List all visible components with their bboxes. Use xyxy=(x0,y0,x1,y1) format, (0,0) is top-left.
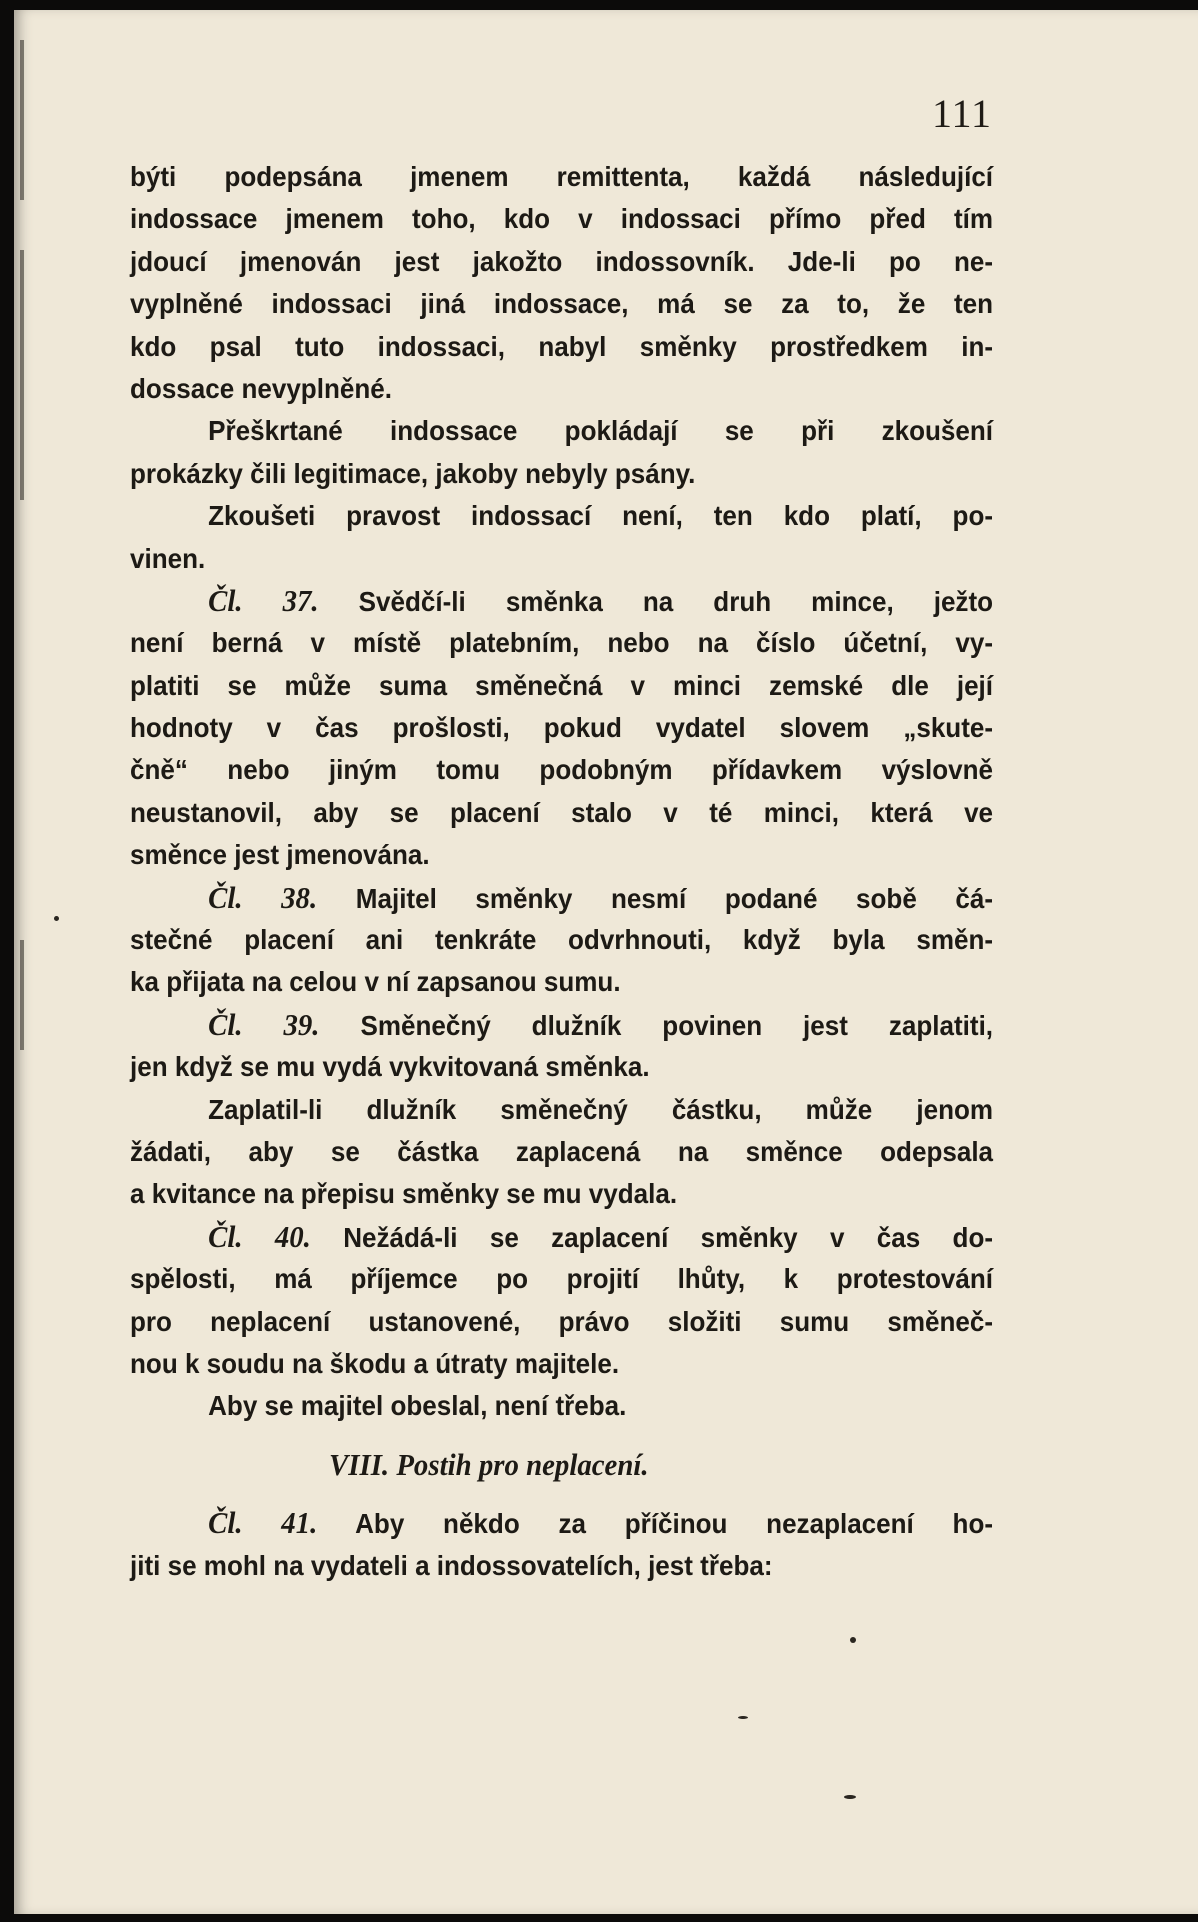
text-line: pro neplacení ustanovené, právo složiti sumu směneč- xyxy=(130,1305,994,1337)
text-line: prokázky čili legitimace, jakoby nebyly psány. xyxy=(130,457,696,489)
text-line: čně“ nebo jiným tomu podobným přídavkem výslovně xyxy=(130,754,994,786)
text-line: stečné placení ani tenkráte odvrhnouti, když byla směn- xyxy=(130,924,994,956)
article-40-first-text: Nežádá-li se zaplacení směnky v čas do- xyxy=(343,1221,994,1253)
section-heading: VIII. Postih pro neplacení. xyxy=(329,1446,649,1482)
text-line: indossace jmenem toho, kdo v indossaci přímo před tím xyxy=(130,203,994,235)
ink-speck xyxy=(844,1795,856,1799)
text-line: platiti se může suma směnečná v minci zemské dle její xyxy=(130,669,994,701)
body-text xyxy=(130,156,994,1587)
ink-speck xyxy=(54,916,59,921)
text-line: Zkoušeti pravost indossací není, ten kdo platí, po- xyxy=(208,500,994,532)
text-line: Aby se majitel obeslal, není třeba. xyxy=(208,1390,627,1422)
ink-speck xyxy=(850,1637,856,1643)
article-41-label: Čl. 41. xyxy=(208,1505,318,1541)
article-41-first-text: Aby někdo za příčinou nezaplacení ho- xyxy=(355,1508,994,1540)
binding-edge-mark xyxy=(20,940,24,1050)
ink-speck xyxy=(738,1716,748,1719)
article-41-first-line xyxy=(130,1502,993,1544)
section-spacer xyxy=(130,1428,934,1444)
text-line: býti podepsána jmenem remittenta, každá následující xyxy=(130,161,994,192)
section-spacer xyxy=(130,1486,934,1502)
article-38-first-text: Majitel směnky nesmí podané sobě čá- xyxy=(355,882,994,914)
article-40-label: Čl. 40. xyxy=(208,1218,311,1254)
text-line: směnce jest jmenována. xyxy=(130,839,430,871)
binding-edge-mark xyxy=(20,250,24,500)
text-line: není berná v místě platebním, nebo na číslo účetní, vy- xyxy=(130,627,994,659)
text-line: ka přijata na celou v ní zapsanou sumu. xyxy=(130,966,621,998)
article-39-label: Čl. 39. xyxy=(208,1006,320,1042)
article-38-label: Čl. 38. xyxy=(208,879,318,915)
text-line: jdoucí jmenován jest jakožto indossovník. Jde-li po ne- xyxy=(130,245,994,277)
text-line: hodnoty v čas prošlosti, pokud vydatel slovem „skute- xyxy=(130,712,994,744)
text-line: vyplněné indossaci jiná indossace, má se za to, že ten xyxy=(130,288,994,320)
article-37-first-text: Svědčí-li směnka na druh mince, ježto xyxy=(358,585,994,617)
text-line: nou k soudu na škodu a útraty majitele. xyxy=(130,1347,620,1379)
text-line: žádati, aby se částka zaplacená na směnce odepsala xyxy=(130,1135,994,1167)
article-37-label: Čl. 37. xyxy=(208,582,319,618)
article-38-first-line xyxy=(130,877,993,919)
text-line: a kvitance na přepisu směnky se mu vydala. xyxy=(130,1178,678,1210)
text-line: spělosti, má příjemce po projití lhůty, k protestování xyxy=(130,1263,994,1295)
binding-edge-mark xyxy=(20,40,24,200)
book-page xyxy=(14,10,1198,1914)
text-line: Zaplatil-li dlužník směnečný částku, může jenom xyxy=(208,1093,994,1125)
text-line: neustanovil, aby se placení stalo v té minci, která ve xyxy=(130,796,994,828)
text-line: Přeškrtané indossace pokládají se při zkoušení xyxy=(208,415,994,447)
text-line: dossace nevyplněné. xyxy=(130,372,392,404)
text-line: vinen. xyxy=(130,542,206,574)
article-40-first-line xyxy=(130,1216,993,1258)
article-37-first-line xyxy=(130,580,993,622)
article-39-first-text: Směnečný dlužník povinen jest zaplatiti, xyxy=(360,1009,994,1041)
article-39-first-line xyxy=(130,1004,993,1046)
text-line: kdo psal tuto indossaci, nabyl směnky prostředkem in- xyxy=(130,330,994,362)
text-line: jen když se mu vydá vykvitovaná směnka. xyxy=(130,1051,650,1083)
text-line: jiti se mohl na vydateli a indossovatelích, jest třeba: xyxy=(130,1549,773,1581)
page-number: 111 xyxy=(932,91,993,136)
